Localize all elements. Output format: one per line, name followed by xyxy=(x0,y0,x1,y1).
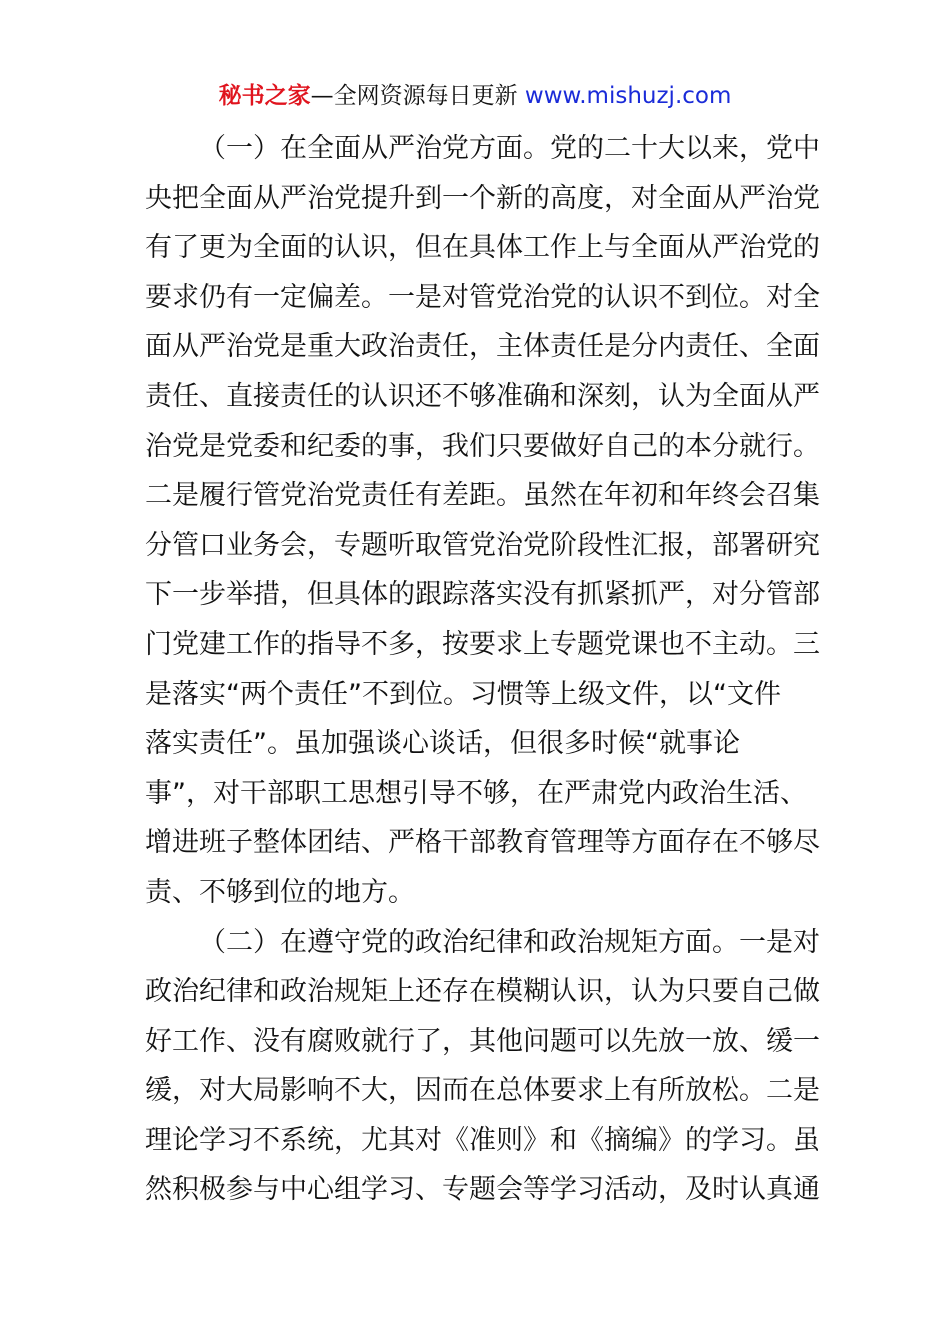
paragraph-line: 政治纪律和政治规矩上还存在模糊认识，认为只要自己做 xyxy=(145,976,820,1008)
paragraph-line: 央把全面从严治党提升到一个新的高度，对全面从严治党 xyxy=(145,182,820,214)
brand-name: 秘书之家 xyxy=(218,83,311,109)
paragraph-line: 门党建工作的指导不多，按要求上专题党课也不主动。三 xyxy=(145,628,820,660)
paragraph-line: 分管口业务会，专题听取管党治党阶段性汇报，部署研究 xyxy=(145,529,820,561)
paragraph-line: 面从严治党是重大政治责任，主体责任是分内责任、全面 xyxy=(145,331,820,363)
paragraph-line: 责任、直接责任的认识还不够准确和深刻，认为全面从严 xyxy=(145,380,820,412)
paragraph-line: 增进班子整体团结、严格干部教育管理等方面存在不够尽 xyxy=(145,827,820,859)
document-body xyxy=(145,124,820,1215)
paragraph-line: 有了更为全面的认识，但在具体工作上与全面从严治党的 xyxy=(145,232,820,264)
paragraph-line: 事”，对干部职工思想引导不够，在严肃党内政治生活、 xyxy=(145,777,807,809)
paragraph-line: （一）在全面从严治党方面。党的二十大以来，党中 xyxy=(199,133,820,164)
page-header xyxy=(0,80,950,112)
paragraph-line: （二）在遵守党的政治纪律和政治规矩方面。一是对 xyxy=(199,926,820,958)
paragraph-line: 二是履行管党治党责任有差距。虽然在年初和年终会召集 xyxy=(145,480,820,512)
paragraph-line: 然积极参与中心组学习、专题会等学习活动，及时认真通 xyxy=(145,1174,820,1206)
paragraph-line: 理论学习不系统，尤其对《准则》和《摘编》的学习。虽 xyxy=(145,1124,820,1156)
header-tagline: —全网资源每日更新 xyxy=(310,83,525,109)
paragraph-line: 下一步举措，但具体的跟踪落实没有抓紧抓严，对分管部 xyxy=(145,579,820,611)
paragraph-line: 好工作、没有腐败就行了，其他问题可以先放一放、缓一 xyxy=(145,1025,820,1057)
paragraph-line: 要求仍有一定偏差。一是对管党治党的认识不到位。对全 xyxy=(145,281,820,313)
paragraph-line: 责、不够到位的地方。 xyxy=(145,876,415,908)
paragraph-line: 落实责任”。虽加强谈心谈话，但很多时候“就事论 xyxy=(145,728,740,760)
paragraph-line: 是落实“两个责任”不到位。习惯等上级文件，以“文件 xyxy=(145,678,781,710)
website-link[interactable]: www.mishuzj.com xyxy=(524,83,732,109)
paragraph-line: 治党是党委和纪委的事，我们只要做好自己的本分就行。 xyxy=(145,430,820,462)
paragraph-line: 缓，对大局影响不大，因而在总体要求上有所放松。二是 xyxy=(145,1075,820,1107)
